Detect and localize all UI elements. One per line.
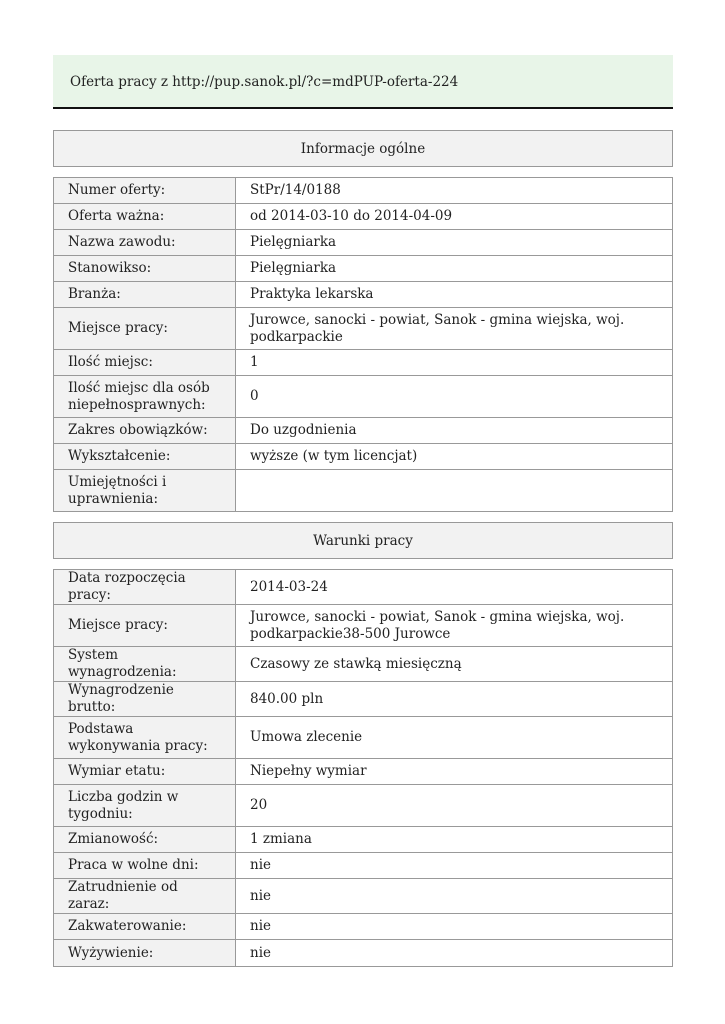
row-value: Praktyka lekarska [236, 282, 673, 308]
row-value: Pielęgniarka [236, 256, 673, 282]
row-label: Miejsce pracy: [54, 605, 236, 647]
row-value: nie [236, 914, 673, 940]
row-value: Jurowce, sanocki - powiat, Sanok - gmina wiejska, woj. podkarpackie [236, 308, 673, 350]
table-row [54, 470, 673, 512]
table-row [54, 879, 673, 914]
row-value: StPr/14/0188 [236, 178, 673, 204]
row-value: Czasowy ze stawką miesięczną [236, 647, 673, 682]
row-value: wyższe (w tym licencjat) [236, 444, 673, 470]
row-label: Umiejętności i uprawnienia: [54, 470, 236, 512]
table-row [54, 308, 673, 350]
table-row [54, 178, 673, 204]
row-label: Zakres obowiązków: [54, 418, 236, 444]
row-label: Stanowikso: [54, 256, 236, 282]
row-value: 840.00 pln [236, 682, 673, 717]
row-label: Zakwaterowanie: [54, 914, 236, 940]
table-row [54, 204, 673, 230]
row-label: Ilość miejsc: [54, 350, 236, 376]
table-row [54, 940, 673, 967]
row-value: 1 [236, 350, 673, 376]
row-value: Umowa zlecenie [236, 717, 673, 759]
row-label: Wynagrodzenie brutto: [54, 682, 236, 717]
table-row [54, 282, 673, 308]
table-row [54, 853, 673, 879]
row-label: Data rozpoczęcia pracy: [54, 570, 236, 605]
table-row [54, 256, 673, 282]
row-label: Zmianowość: [54, 827, 236, 853]
row-label: System wynagrodzenia: [54, 647, 236, 682]
table-row [54, 647, 673, 682]
row-value: nie [236, 853, 673, 879]
table-row [54, 759, 673, 785]
work-conditions-table [53, 569, 673, 967]
table-row [54, 717, 673, 759]
table-row [54, 418, 673, 444]
row-label: Praca w wolne dni: [54, 853, 236, 879]
row-label: Branża: [54, 282, 236, 308]
table-row [54, 605, 673, 647]
row-value: Niepełny wymiar [236, 759, 673, 785]
row-value: nie [236, 879, 673, 914]
row-value: nie [236, 940, 673, 967]
table-row [54, 785, 673, 827]
row-value: Pielęgniarka [236, 230, 673, 256]
section-title-general: Informacje ogólne [53, 130, 673, 167]
row-value: 1 zmiana [236, 827, 673, 853]
row-value: 2014-03-24 [236, 570, 673, 605]
table-row [54, 914, 673, 940]
table-row [54, 570, 673, 605]
row-label: Wykształcenie: [54, 444, 236, 470]
row-label: Numer oferty: [54, 178, 236, 204]
table-row [54, 827, 673, 853]
row-label: Ilość miejsc dla osób niepełnosprawnych: [54, 376, 236, 418]
row-label: Zatrudnienie od zaraz: [54, 879, 236, 914]
general-info-table [53, 177, 673, 512]
table-row [54, 350, 673, 376]
row-value [236, 470, 673, 512]
row-value: 0 [236, 376, 673, 418]
row-label: Wymiar etatu: [54, 759, 236, 785]
offer-header [53, 55, 673, 109]
table-row [54, 376, 673, 418]
row-value: 20 [236, 785, 673, 827]
row-label: Oferta ważna: [54, 204, 236, 230]
row-value: Do uzgodnienia [236, 418, 673, 444]
row-value: Jurowce, sanocki - powiat, Sanok - gmina wiejska, woj. podkarpackie38-500 Jurowce [236, 605, 673, 647]
row-label: Wyżywienie: [54, 940, 236, 967]
table-row [54, 230, 673, 256]
row-label: Miejsce pracy: [54, 308, 236, 350]
table-row [54, 682, 673, 717]
row-label: Podstawa wykonywania pracy: [54, 717, 236, 759]
row-label: Nazwa zawodu: [54, 230, 236, 256]
section-title-conditions: Warunki pracy [53, 522, 673, 559]
table-row [54, 444, 673, 470]
row-value: od 2014-03-10 do 2014-04-09 [236, 204, 673, 230]
row-label: Liczba godzin w tygodniu: [54, 785, 236, 827]
offer-source-text: Oferta pracy z http://pup.sanok.pl/?c=mdPUP-oferta-224 [70, 74, 459, 90]
